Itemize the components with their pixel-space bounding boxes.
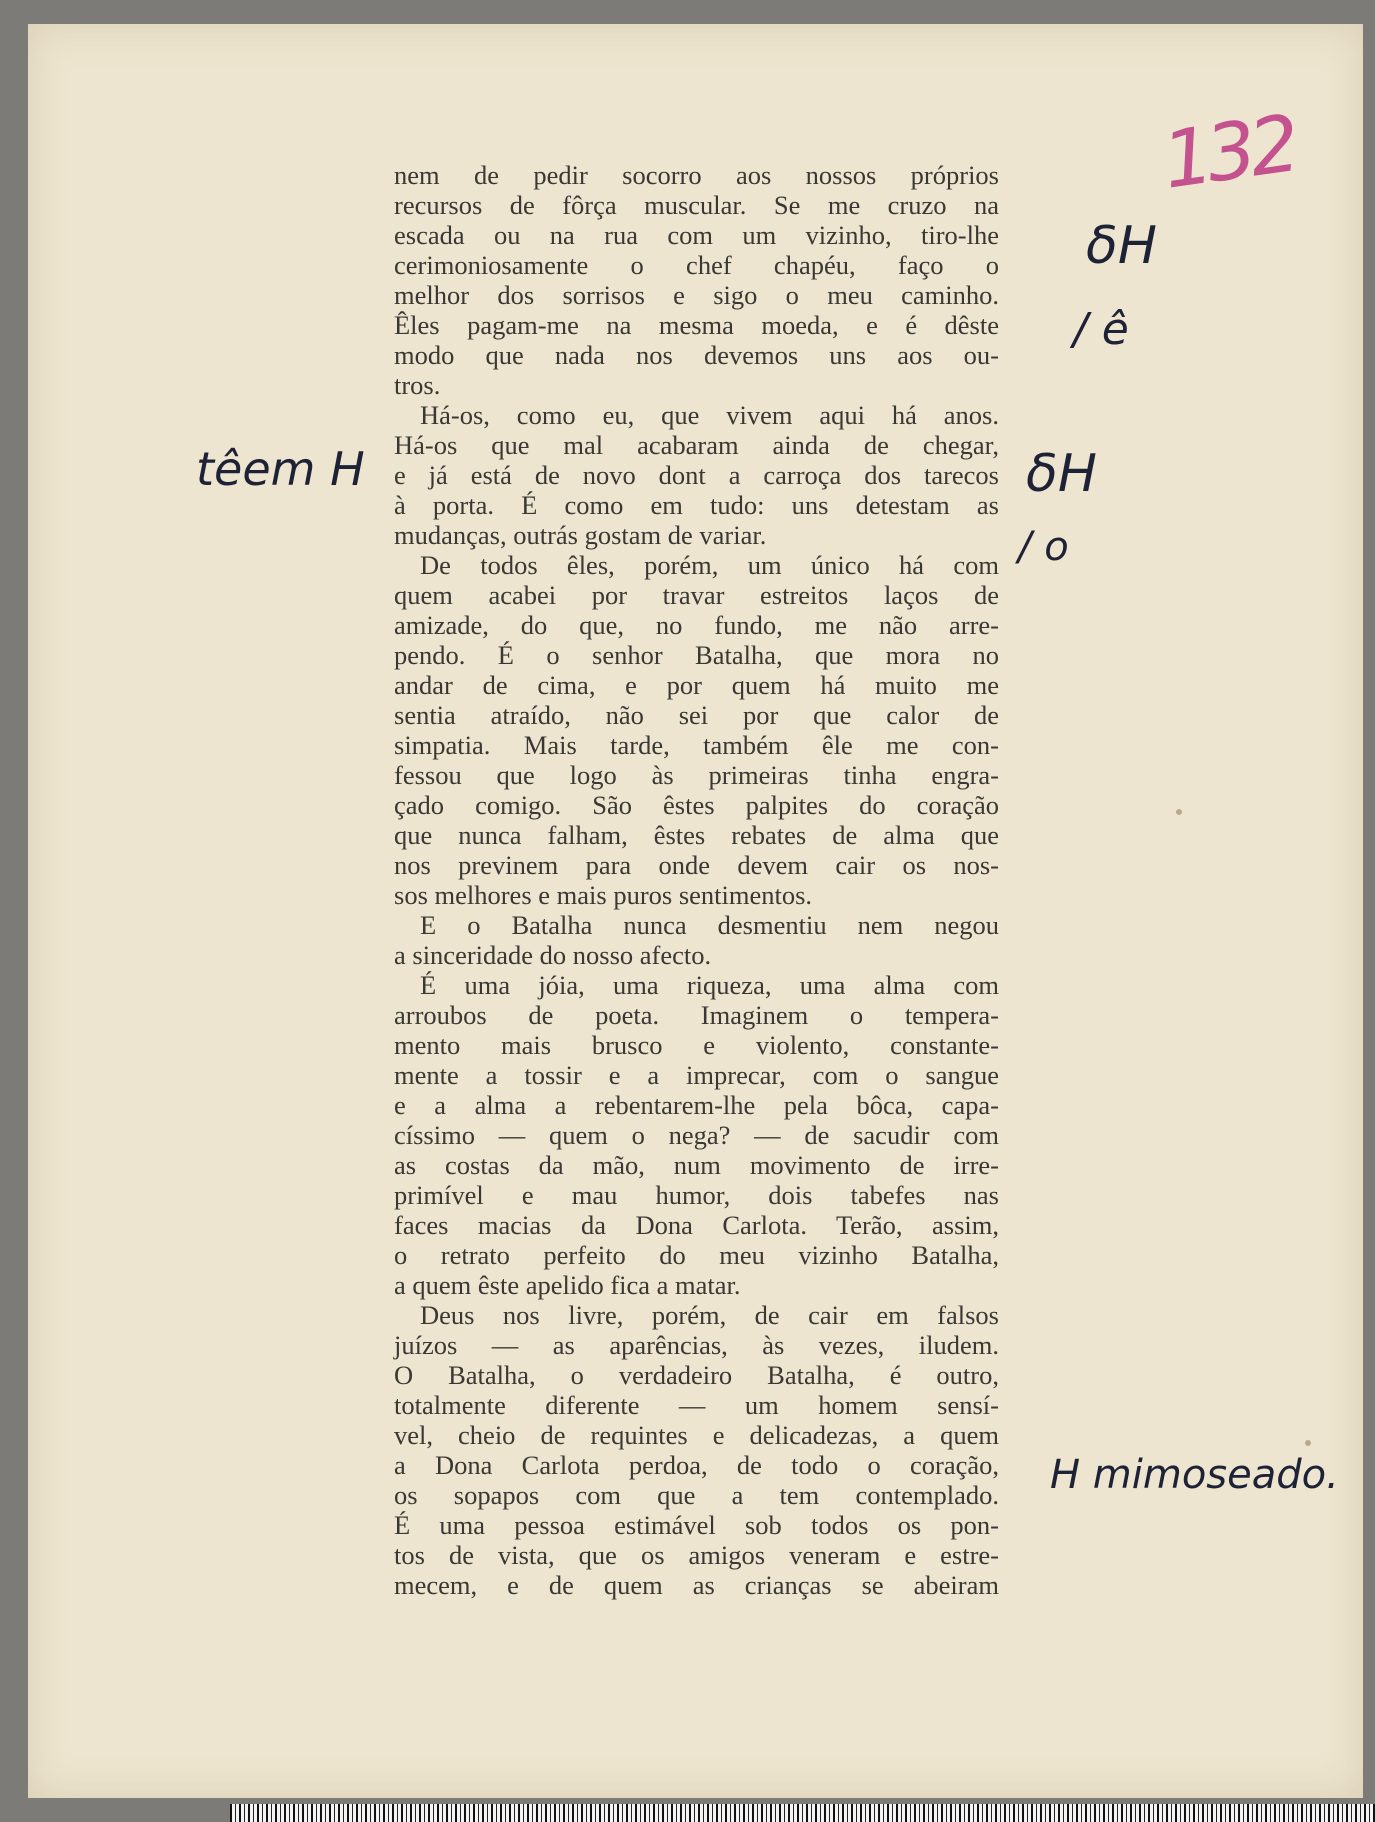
text-line: simpatia. Mais tarde, também êle me con- [394, 730, 999, 760]
text-line: nem de pedir socorro aos nossos próprios [394, 160, 999, 190]
margin-note-right-2: / ê [1073, 304, 1129, 355]
text-line: mecem, e de quem as crianças se abeiram [394, 1570, 999, 1600]
text-line: e já está de novo dont a carroça dos tarecos [394, 460, 999, 490]
text-line: Êles pagam-me na mesma moeda, e é dêste [394, 310, 999, 340]
text-line: amizade, do que, no fundo, me não arre- [394, 610, 999, 640]
text-line: mudanças, outrás gostam de variar. [394, 520, 767, 550]
text-line: mente a tossir e a imprecar, com o sangue [394, 1060, 999, 1090]
text-line: É uma pessoa estimável sob todos os pon- [394, 1510, 999, 1540]
text-line: Deus nos livre, porém, de cair em falsos [420, 1300, 999, 1330]
margin-note-left-1: têem H [196, 442, 365, 496]
text-line: recursos de fôrça muscular. Se me cruzo na [394, 190, 999, 220]
margin-note-right-4: / o [1018, 524, 1069, 570]
text-line: juízos — as aparências, às vezes, iludem. [394, 1330, 999, 1360]
text-line: à porta. É como em tudo: uns detestam as [394, 490, 999, 520]
margin-note-right-1: δH [1086, 216, 1157, 276]
text-line: a Dona Carlota perdoa, de todo o coração, [394, 1450, 999, 1480]
text-line: Há-os, como eu, que vivem aqui há anos. [420, 400, 999, 430]
text-line: a sinceridade do nosso afecto. [394, 940, 712, 970]
text-line: císsimo — quem o nega? — de sacudir com [394, 1120, 999, 1150]
margin-note-right-5: H mimoseado. [1050, 1452, 1339, 1498]
text-line: cerimoniosamente o chef chapéu, faço o [394, 250, 999, 280]
text-line: arroubos de poeta. Imaginem o tempera- [394, 1000, 999, 1030]
text-line: melhor dos sorrisos e sigo o meu caminho. [394, 280, 999, 310]
text-line: sos melhores e mais puros sentimentos. [394, 880, 813, 910]
text-line: Há-os que mal acabaram ainda de chegar, [394, 430, 999, 460]
folio-number: 132 [1157, 99, 1300, 207]
text-line: andar de cima, e por quem há muito me [394, 670, 999, 700]
text-line: o retrato perfeito do meu vizinho Batalha, [394, 1240, 999, 1270]
text-line: e a alma a rebentarem-lhe pela bôca, capa- [394, 1090, 999, 1120]
text-line: pendo. É o senhor Batalha, que mora no [394, 640, 999, 670]
text-line: que nunca falham, êstes rebates de alma que [394, 820, 999, 850]
text-line: escada ou na rua com um vizinho, tiro-lhe [394, 220, 999, 250]
text-line: sentia atraído, não sei por que calor de [394, 700, 999, 730]
text-line: De todos êles, porém, um único há com [420, 550, 999, 580]
text-line: vel, cheio de requintes e delicadezas, a quem [394, 1420, 999, 1450]
text-line: primível e mau humor, dois tabefes nas [394, 1180, 999, 1210]
text-line: çado comigo. São êstes palpites do coração [394, 790, 999, 820]
text-line: É uma jóia, uma riqueza, uma alma com [420, 970, 999, 1000]
text-line: E o Batalha nunca desmentiu nem negou [420, 910, 999, 940]
text-line: as costas da mão, num movimento de irre- [394, 1150, 999, 1180]
text-line: os sopapos com que a tem contemplado. [394, 1480, 999, 1510]
text-line: mento mais brusco e violento, constante- [394, 1030, 999, 1060]
text-line: modo que nada nos devemos uns aos ou- [394, 340, 999, 370]
scale-ruler [230, 1804, 1375, 1822]
text-line: tros. [394, 370, 441, 400]
text-line: O Batalha, o verdadeiro Batalha, é outro, [394, 1360, 999, 1390]
text-line: totalmente diferente — um homem sensí- [394, 1390, 999, 1420]
text-line: a quem êste apelido fica a matar. [394, 1270, 741, 1300]
paper-speck [1305, 1440, 1311, 1446]
body-text [394, 160, 999, 1600]
margin-note-right-3: δH [1026, 444, 1097, 504]
text-line: faces macias da Dona Carlota. Terão, assim, [394, 1210, 999, 1240]
text-line: tos de vista, que os amigos veneram e estre- [394, 1540, 999, 1570]
text-line: fessou que logo às primeiras tinha engra- [394, 760, 999, 790]
text-line: quem acabei por travar estreitos laços de [394, 580, 999, 610]
paper-speck [1176, 809, 1182, 815]
manuscript-page [28, 24, 1363, 1798]
text-line: nos previnem para onde devem cair os nos- [394, 850, 999, 880]
